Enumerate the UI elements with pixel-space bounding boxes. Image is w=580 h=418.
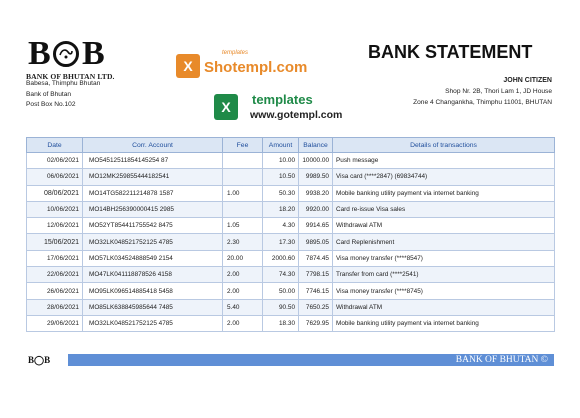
fee-cell: 2.30 (223, 234, 263, 250)
watermark-word: templates (252, 92, 313, 107)
account-cell: MO85LK638845985644 7485 (83, 299, 223, 315)
watermark-tag: templates (222, 50, 249, 56)
footer-bar (26, 354, 554, 366)
transactions-table (26, 137, 555, 332)
footer-logo: B◯B (26, 354, 68, 366)
column-header: Balance (299, 138, 333, 153)
date-cell: 06/06/2021 (27, 169, 83, 185)
excel-icon: X (176, 54, 200, 78)
table-row (27, 267, 555, 283)
watermark-site: Shotempl.com (204, 59, 308, 76)
date-cell: 26/06/2021 (27, 283, 83, 299)
column-header: Corr. Account (83, 138, 223, 153)
date-cell: 22/06/2021 (27, 267, 83, 283)
table-row (27, 201, 555, 217)
account-cell: MO14BH256390000415 2985 (83, 201, 223, 217)
account-cell: MO32LK048521752125 4785 (83, 234, 223, 250)
amount-cell: 2000.60 (263, 250, 299, 266)
balance-cell: 7629.95 (299, 315, 333, 331)
details-cell: Card re-issue Visa sales (333, 201, 555, 217)
amount-cell: 4.30 (263, 218, 299, 234)
column-header: Details of transactions (333, 138, 555, 153)
balance-cell: 7874.45 (299, 250, 333, 266)
date-cell: 02/06/2021 (27, 153, 83, 169)
details-cell: Card Replenishment (333, 234, 555, 250)
account-cell: MO95LK096514885418 5458 (83, 283, 223, 299)
details-cell: Withdrawal ATM (333, 218, 555, 234)
table-row (27, 153, 555, 169)
account-cell: MO12MK259855444182541 (83, 169, 223, 185)
account-cell: MO52YT854411755542 8475 (83, 218, 223, 234)
fee-cell: 2.00 (223, 315, 263, 331)
customer-name: JOHN CITIZEN (503, 77, 552, 84)
table-row (27, 234, 555, 250)
details-cell: Push message (333, 153, 555, 169)
table-row (27, 283, 555, 299)
date-cell: 08/06/2021 (27, 185, 83, 201)
fee-cell (223, 153, 263, 169)
details-cell: Transfer from card (****2541) (333, 267, 555, 283)
account-cell: MO57LK034524888549 2154 (83, 250, 223, 266)
excel-icon: X (214, 94, 238, 120)
account-cell: MO32LK048521752125 4785 (83, 315, 223, 331)
bank-address (26, 79, 100, 111)
footer-text: BANK OF BHUTAN © (455, 355, 548, 365)
date-cell: 17/06/2021 (27, 250, 83, 266)
bank-address-line: Babesa, Thimphu Bhutan (26, 80, 101, 87)
table-row (27, 169, 555, 185)
date-cell: 15/06/2021 (27, 234, 83, 250)
fee-cell (223, 201, 263, 217)
date-cell: 28/06/2021 (27, 299, 83, 315)
amount-cell: 74.30 (263, 267, 299, 283)
page-title: BANK STATEMENT (368, 42, 533, 62)
date-cell: 29/06/2021 (27, 315, 83, 331)
column-header: Fee (223, 138, 263, 153)
balance-cell: 10000.00 (299, 153, 333, 169)
date-cell: 12/06/2021 (27, 218, 83, 234)
table-row (27, 299, 555, 315)
details-cell: Visa card (****2847) (69834744) (333, 169, 555, 185)
watermark-site: www.gotempl.com (250, 109, 343, 121)
table-row (27, 218, 555, 234)
account-cell: MO14TG582211214878 1587 (83, 185, 223, 201)
details-cell: Withdrawal ATM (333, 299, 555, 315)
fee-cell: 20.00 (223, 250, 263, 266)
logo-letter-right: B (82, 35, 105, 72)
amount-cell: 17.30 (263, 234, 299, 250)
amount-cell: 18.20 (263, 201, 299, 217)
column-header: Date (27, 138, 83, 153)
customer-address-line: Zone 4 Changankha, Thimphu 11001, BHUTAN (413, 99, 552, 106)
bank-logo (26, 35, 116, 81)
balance-cell: 7650.25 (299, 299, 333, 315)
amount-cell: 10.00 (263, 153, 299, 169)
customer-address-line: Shop Nr. 2B, Thori Lam 1, JD House (445, 88, 552, 95)
table-row (27, 315, 555, 331)
table-row (27, 250, 555, 266)
table-header-row (27, 138, 555, 153)
fee-cell: 1.05 (223, 218, 263, 234)
table-row (27, 185, 555, 201)
bank-address-line: Bank of Bhutan (26, 90, 72, 98)
details-cell: Visa money transfer (****8547) (333, 250, 555, 266)
logo-dragon-icon (53, 41, 79, 67)
balance-cell: 7798.15 (299, 267, 333, 283)
fee-cell: 2.00 (223, 267, 263, 283)
details-cell: Mobile banking utility payment via internet banking (333, 185, 555, 201)
balance-cell: 9989.50 (299, 169, 333, 185)
fee-cell: 2.00 (223, 283, 263, 299)
amount-cell: 18.30 (263, 315, 299, 331)
details-cell: Visa money transfer (****8745) (333, 283, 555, 299)
date-cell: 10/06/2021 (27, 201, 83, 217)
gotempl-watermark (214, 92, 364, 126)
column-header: Amount (263, 138, 299, 153)
account-cell: MO54512511854145254 87 (83, 153, 223, 169)
fee-cell: 5.40 (223, 299, 263, 315)
amount-cell: 10.50 (263, 169, 299, 185)
details-cell: Mobile banking utility payment via internet banking (333, 315, 555, 331)
balance-cell: 9938.20 (299, 185, 333, 201)
fee-cell: 1.00 (223, 185, 263, 201)
balance-cell: 7746.15 (299, 283, 333, 299)
amount-cell: 50.00 (263, 283, 299, 299)
logo-letter-left: B (28, 35, 51, 72)
balance-cell: 9920.00 (299, 201, 333, 217)
amount-cell: 90.50 (263, 299, 299, 315)
balance-cell: 9914.65 (299, 218, 333, 234)
fee-cell (223, 169, 263, 185)
account-cell: MO47LK041118878526 4158 (83, 267, 223, 283)
balance-cell: 9895.05 (299, 234, 333, 250)
bank-name: BANK OF BHUTAN LTD. (26, 72, 115, 81)
bank-address-line: Post Box No.102 (26, 101, 76, 109)
shotempl-watermark (176, 50, 326, 84)
amount-cell: 50.30 (263, 185, 299, 201)
